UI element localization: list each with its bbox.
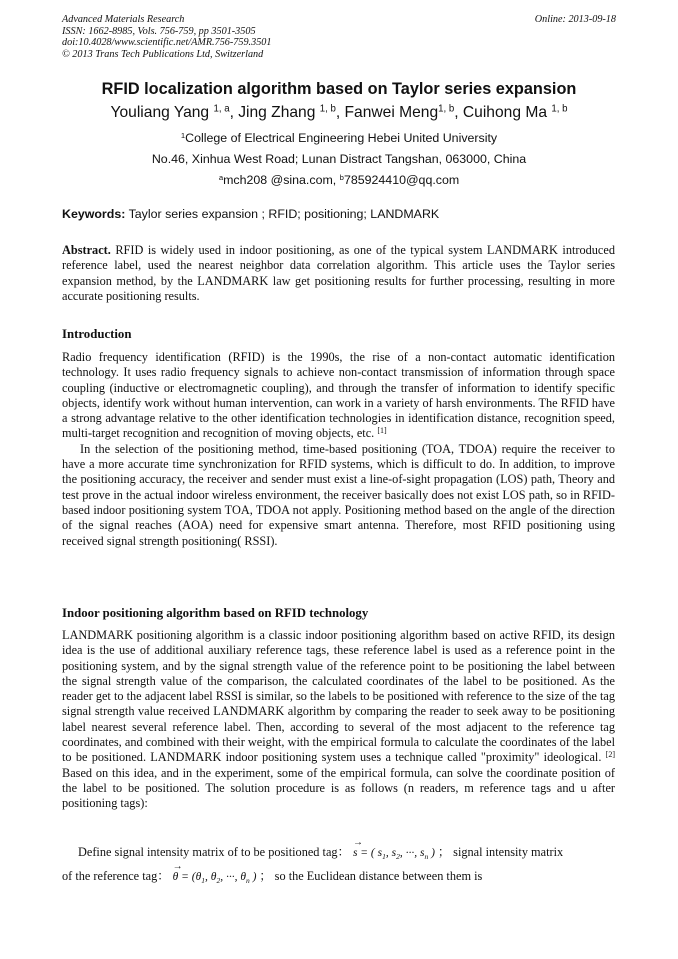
section-heading-introduction: Introduction	[62, 327, 132, 341]
paragraph-text: Radio frequency identification (RFID) is the 1990s, the rise of a non-contact automatic identification technology. It uses radio frequency signals to achieve non-contact transmission of information through space coupling (inductive or electromagnetic coupling), and through the transfer of information to identify specific objects, identify work without human intervention, can work in a variety of harsh environments. The RFID have a strong advantage relative to the other identification technologies in identification distance, recognition speed, multi-target recognition and recognition of moving objects, etc.	[62, 350, 615, 441]
paragraph-text: Based on this idea, and in the experiment, some of the empirical formula, can solve the coordinate position of the label to be positioned. The solution procedure is as follows (n readers, m reference tags and u after positioning tags):	[62, 765, 615, 811]
keywords	[62, 207, 439, 221]
author-name: Youliang Yang	[110, 104, 210, 121]
citation: [1]	[377, 426, 387, 436]
affiliation-sup: 1	[180, 130, 186, 140]
copyright: © 2013 Trans Tech Publications Ltd, Switzerland	[62, 48, 264, 60]
email-a: mch208 @sina.com,	[223, 173, 340, 187]
email-b-sup: b	[339, 172, 344, 182]
author-sup: 1, b	[551, 103, 568, 115]
keywords-text: Taylor series expansion ; RFID; positioning; LANDMARK	[125, 207, 440, 221]
abstract	[62, 243, 615, 304]
abstract-text: RFID is widely used in indoor positioning, as one of the typical system LANDMARK introduced reference label, used the nearest neighbor data correlation algorithm. This article uses the Taylor series expansion method, by the LANDMARK law get positioning results for further processing, resulting in more accurate positioning results.	[62, 243, 615, 303]
journal-name: Advanced Materials Research	[62, 14, 185, 25]
abstract-label: Abstract.	[62, 243, 111, 257]
definition-line-2	[62, 861, 615, 885]
paragraph-text: LANDMARK positioning algorithm is a classic indoor positioning algorithm based on active RFID, its design idea is the use of additional auxiliary reference tags, these reference label is used as a reference point in the positioning system, and by the signal strength value of the reference point to be positioning the label between the signal strength value of the comparison, the calculated coordinates of the label to be positioned. As the reader get to the adjacent label RSSI is similar, so the labels to be positioned with reference to the size of the tag signal strength value received LANDMARK algorithm by comparing the reader to seek away to be positioning label nearest several reference label. Then, according to several of the most adjacent to the reference tag coordinates, and combined with their weight, with the empirical formula to calculate the coordinates of the label to be positioned. LANDMARK indoor positioning system uses a technique called "proximity" ideological.	[62, 628, 615, 765]
section2-body	[62, 628, 615, 812]
online-date: Online: 2013-09-18	[534, 14, 616, 25]
email-a-sup: a	[218, 172, 224, 182]
author-name: Cuihong Ma	[462, 104, 547, 121]
author-name: Fanwei Meng	[344, 104, 439, 121]
journal-header	[62, 14, 616, 60]
doi: doi:10.4028/www.scientific.net/AMR.756-759.3501	[62, 37, 272, 49]
email-line	[0, 173, 678, 187]
issn: ISSN: 1662-8985, Vols. 756-759, pp 3501-3505	[62, 25, 256, 37]
author-sup: 1, a	[213, 103, 230, 115]
definition-text: of the reference tag：	[62, 869, 170, 883]
author-list: Youliang Yang $^{1, a}$, Jing Zhang $^{1, b}$, Fanwei Meng$^{1, b}$, Cuihong Ma $^{1, b}$	[110, 103, 568, 121]
paragraph	[62, 628, 615, 812]
paper-title: RFID localization algorithm based on Taylor series expansion	[101, 80, 577, 98]
paragraph: In the selection of the positioning method, time-based positioning (TOA, TDOA) require the receiver to have a more accurate time synchronization for RFID systems, which is difficult to do. In addition, to improve the positioning accuracy, the receiver and sender must exist a line-of-sight propagation (LOS) path, Theory and test prove in the actual indoor wireless environment, the receiver basically does not exist LOS path, so in RFID-based indoor positioning system TOA, TDOA not apply. Positioning method based on the angle of the direction of the signal reaches (AOA) need for expensive smart antenna. Therefore, most RFID positioning using received signal strength positioning( RSSI).	[62, 441, 615, 548]
introduction-body	[62, 350, 615, 549]
definition-line-1	[62, 837, 631, 861]
affiliation-text: College of Electrical Engineering Hebei United University	[185, 131, 498, 145]
definition-text: Define signal intensity matrix of to be positioned tag：	[78, 845, 350, 859]
author-name: Jing Zhang	[238, 104, 316, 121]
email-b: 785924410@qq.com	[343, 173, 460, 187]
formula-theta-vector: → $\theta = (\theta_1$, $\theta_2$, ···, $\theta_n$ )	[172, 861, 260, 885]
keywords-label: Keywords:	[62, 207, 126, 221]
definition-text: ； signal intensity matrix	[437, 845, 564, 859]
citation: [2]	[605, 750, 615, 760]
section-heading-indoor-positioning: Indoor positioning algorithm based on RFID technology	[62, 606, 369, 620]
author-sup: 1, b	[319, 103, 336, 115]
affiliation-address: No.46, Xinhua West Road; Lunan Distract Tangshan, 063000, China	[151, 152, 527, 166]
definition-text: ； so the Euclidean distance between them is	[259, 869, 483, 883]
author-sup: 1, b	[438, 103, 455, 115]
formula-s-vector: → s = ( $s_1$, $s_2$, ···, $s_n$ )	[352, 837, 438, 861]
paragraph	[62, 350, 615, 442]
affiliation-line-1	[0, 131, 678, 145]
